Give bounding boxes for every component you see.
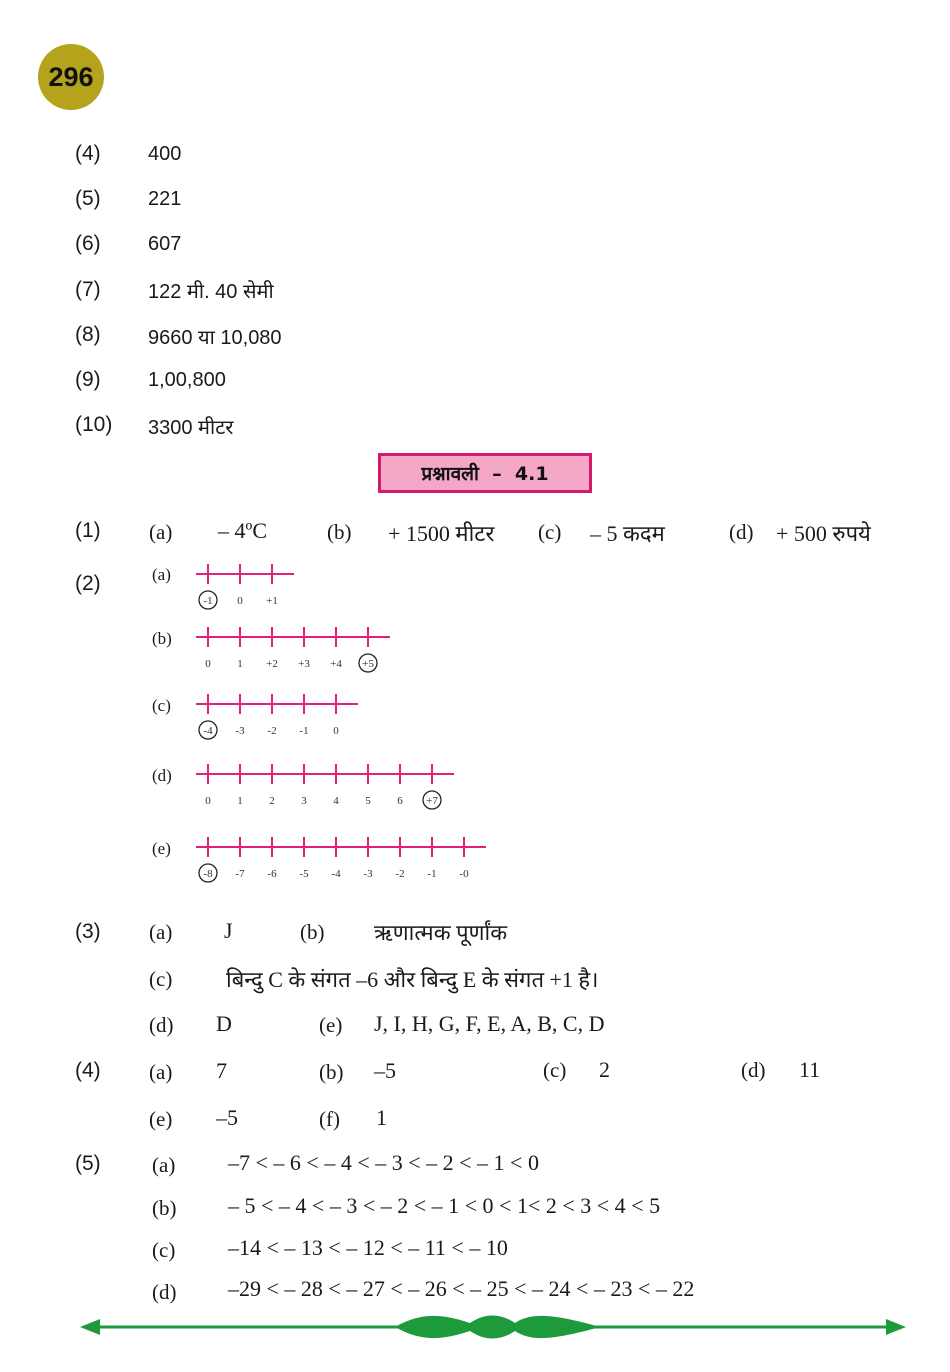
answer-value: 3300 मीटर [148,417,234,439]
number-line-tick-label: 5 [365,795,371,807]
option-label: (c) [543,1058,567,1082]
option-value: + 500 रुपये [776,521,871,546]
answer-value: 607 [148,233,182,255]
page-number: 296 [48,61,94,92]
answer-value: 9660 या 10,080 [148,327,282,349]
number-line-tick-label: 0 [237,595,243,607]
number-line-tick-label: -4 [331,868,341,880]
option-label: (c) [538,520,562,544]
option-value: J [224,918,233,943]
number-line-tick-label: 4 [333,795,339,807]
number-line-tick-label: -1 [203,595,213,607]
option-label: (a) [152,565,171,584]
number-line-tick-label: -2 [395,868,405,880]
answer-value: 1,00,800 [148,369,226,391]
number-line-tick-label: 0 [205,795,211,807]
number-line-tick-label: -4 [203,725,213,737]
number-line-tick-label: 6 [397,795,403,807]
option-label: (d) [152,766,172,785]
option-label: (b) [300,920,325,944]
answer-number: (4) [75,142,101,165]
number-line-tick-label: -7 [235,868,245,880]
answer-number: (8) [75,323,101,346]
option-label: (b) [152,1196,177,1220]
number-line-tick-label: +4 [330,658,342,670]
number-line-tick-label: -1 [427,868,437,880]
number-line-tick-label: -2 [267,725,277,737]
option-label: (a) [152,1153,176,1177]
number-line-tick-label: -8 [203,868,213,880]
option-value: 1 [376,1105,387,1130]
option-value: –14 < – 13 < – 12 < – 11 < – 10 [228,1235,508,1260]
question-number: (4) [75,1059,101,1082]
option-label: (b) [319,1060,344,1084]
number-line-tick-label: 0 [333,725,339,737]
number-line-tick-label: +3 [298,658,310,670]
number-line-tick-label: -0 [459,868,469,880]
question-number: (2) [75,572,101,595]
number-line-tick-label: 3 [301,795,307,807]
option-value: D [216,1011,232,1036]
number-line-tick-label: 2 [269,795,275,807]
option-value: J, I, H, G, F, E, A, B, C, D [374,1011,605,1036]
option-value: – 4ºC [218,518,267,543]
answer-value: 400 [148,143,182,165]
option-label: (d) [149,1013,174,1037]
number-line-tick-label: +7 [426,795,438,807]
answer-value: 122 मी. 40 सेमी [148,281,274,303]
answer-value: 221 [148,188,182,210]
question-number: (1) [75,519,101,542]
option-label: (c) [152,696,171,715]
option-value: 2 [599,1057,610,1082]
option-label: (a) [149,1060,173,1084]
option-label: (d) [152,1280,177,1304]
option-value: बिन्दु C के संगत –6 और बिन्दु E के संगत +1 है। [226,967,599,992]
option-label: (c) [149,967,173,991]
option-label: (c) [152,1238,176,1262]
number-line-tick-label: -6 [267,868,277,880]
option-value: –29 < – 28 < – 27 < – 26 < – 25 < – 24 < – 23 < – 22 [228,1276,695,1301]
number-line-tick-label: 0 [205,658,211,670]
option-value: + 1500 मीटर [388,521,495,546]
number-line-tick-label: +5 [362,658,374,670]
option-label: (b) [152,629,172,648]
option-label: (d) [729,520,754,544]
option-value: –7 < – 6 < – 4 < – 3 < – 2 < – 1 < 0 [228,1150,539,1175]
option-value: – 5 < – 4 < – 3 < – 2 < – 1 < 0 < 1< 2 < 3 < 4 < 5 [228,1193,661,1218]
number-line-tick-label: -1 [299,725,309,737]
number-line-tick-label: -3 [235,725,245,737]
number-line-tick-label: -3 [363,868,373,880]
question-number: (3) [75,920,101,943]
option-value: –5 [374,1058,396,1083]
option-label: (d) [741,1058,766,1082]
number-line-tick-label: +2 [266,658,278,670]
answer-number: (9) [75,368,101,391]
number-line-tick-label: -5 [299,868,309,880]
number-line-tick-label: 1 [237,795,243,807]
option-label: (f) [319,1107,340,1131]
answer-number: (10) [75,413,113,436]
option-value: 7 [216,1058,227,1083]
number-line-tick-label: +1 [266,595,278,607]
option-value: – 5 कदम [590,521,665,546]
option-label: (e) [319,1013,343,1037]
question-number: (5) [75,1152,101,1175]
option-label: (e) [149,1107,173,1131]
number-line-tick-label: 1 [237,658,243,670]
answer-number: (5) [75,187,101,210]
decorative-divider [0,1305,950,1350]
option-label: (e) [152,839,171,858]
option-label: (a) [149,520,173,544]
option-label: (b) [327,520,352,544]
option-value: –5 [216,1105,238,1130]
answer-number: (6) [75,232,101,255]
option-value: ऋणात्मक पूर्णांक [374,920,508,945]
option-value: 11 [799,1057,821,1082]
option-label: (a) [149,920,173,944]
answer-number: (7) [75,278,101,301]
section-title: प्रश्नावली – 4.1 [421,463,549,485]
